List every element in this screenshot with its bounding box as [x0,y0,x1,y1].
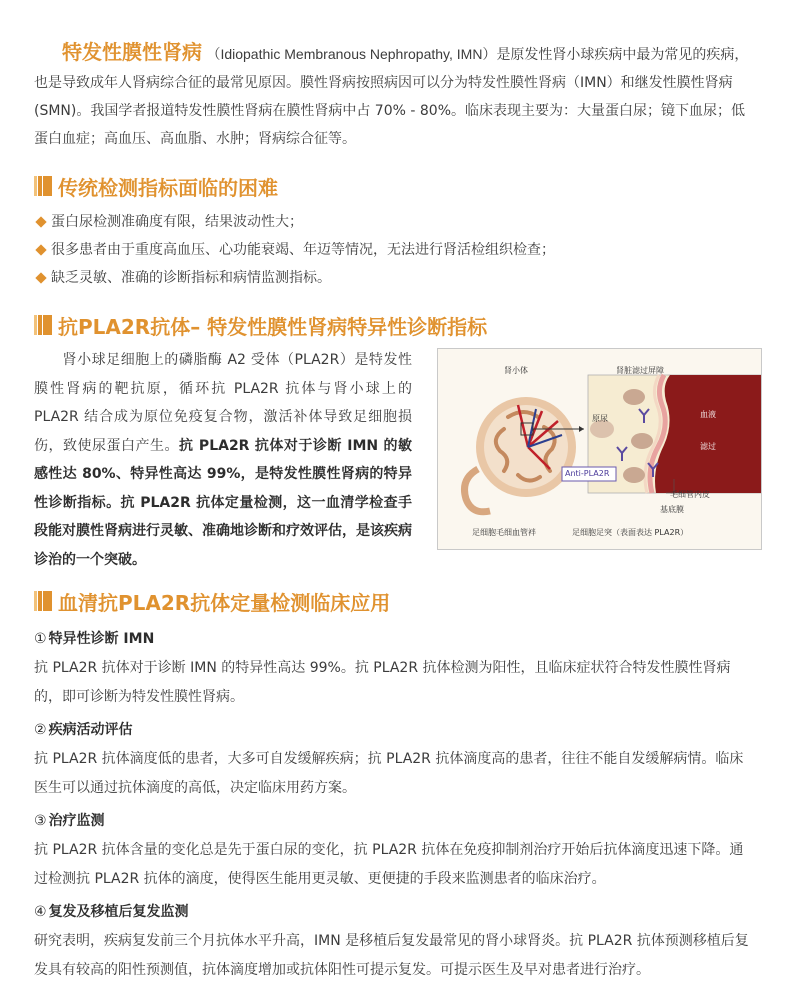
list-item [34,264,754,292]
application-body: 抗 PLA2R 抗体含量的变化总是先于蛋白尿的变化，抗 PLA2R 抗体在免疫抑制剂治疗开始后抗体滴度迅速下降。通过检测抗 PLA2R 抗体的滴度，使得医生能用更灵敏、更便捷的手段来监测患者的临床治疗。 [34,842,744,887]
pla2r-paragraph [34,346,412,574]
application-heading: ① 特异性诊断 IMN [34,631,155,647]
label-filtration: 滤过 [700,442,716,451]
section-title-pla2r [34,311,487,339]
section-bar-icon [34,590,52,612]
caption-right: 足细胞足突（表面表达 PLA2R） [572,528,689,537]
list-item-text: 蛋白尿检测准确度有限，结果波动性大； [51,214,303,230]
list-item [34,208,754,236]
pla2r-bold-text: 抗 PLA2R 抗体对于诊断 IMN 的敏感性达 80%、特异性高达 99%，是特发性膜性肾病的特异性诊断指标。抗 PLA2R 抗体定量检测，这一血清学检查手段能对膜性肾病进行灵敏、准确地诊断和疗效评估，是该疾病诊治的一个突破。 [34,437,412,568]
list-item-text: 缺乏灵敏、准确的诊断指标和病情监测指标。 [51,270,331,286]
diamond-bullet-icon [35,216,46,227]
label-basement-membrane: 基底膜 [660,505,684,514]
pla2r-normal-text: 肾小球足细胞上的磷脂酶 A2 受体（PLA2R）是特发性膜性肾病的靶抗原，循环抗 PLA2R 抗体与肾小球上的 PLA2R 结合成为原位免疫复合物，激活补体导致足细胞损伤，致使尿蛋白产生。 [34,352,412,454]
application-heading: ③ 治疗监测 [34,813,105,829]
zoom-arrowhead [579,426,584,432]
caption-left: 足细胞毛细血管袢 [472,528,536,537]
application-body: 抗 PLA2R 抗体对于诊断 IMN 的特异性高达 99%。抗 PLA2R 抗体检测为阳性，且临床症状符合特发性膜性肾病的，即可诊断为特发性膜性肾病。 [34,660,731,705]
diamond-bullet-icon [35,244,46,255]
section-bar-icon [34,314,52,336]
label-glomerulus: 肾小体 [504,366,528,375]
section-title-text: 抗PLA2R抗体– 特发性膜性肾病特异性诊断指标 [58,314,488,339]
label-blood: 血液 [700,410,716,419]
intro-text: 是原发性肾小球疾病中最为常见的疾病，也是导致成年人肾病综合征的最常见原因。膜性肾病按照病因可以分为特发性膜性肾病（IMN）和继发性膜性肾病 (SMN)。我国学者报道特发性膜性肾病在膜性肾病中占 70% - 80%。临床表现主要为：大量蛋白尿；镜下血尿；低蛋白血症；高血压、高血脂、水肿；肾病综合征等。 [34,47,749,147]
blood-region [655,375,761,493]
clinical-application-list [34,624,756,988]
intro-paragraph [34,38,756,153]
application-heading: ④ 复发及移植后复发监测 [34,904,189,920]
difficulty-list [34,208,754,292]
label-filtration-barrier: 肾脏滤过屏障 [616,366,664,375]
list-item [34,236,754,264]
section-bar-icon [34,175,52,197]
intro-lead: 特发性膜性肾病 [62,40,202,64]
section-title-traditional [34,172,278,200]
pla2r-diagram [437,348,762,550]
intro-english-name: （Idiopathic Membranous Nephropathy, IMN） [206,46,497,62]
section-title-clinical [34,587,390,615]
diamond-bullet-icon [35,272,46,283]
podocyte-foot [623,389,645,405]
label-endothelium: 毛细管内皮 [670,490,710,499]
label-primary-urine: 原尿 [592,414,608,423]
application-body: 抗 PLA2R 抗体滴度低的患者，大多可自发缓解疾病；抗 PLA2R 抗体滴度高的患者，往往不能自发缓解病情。临床医生可以通过抗体滴度的高低，决定临床用药方案。 [34,751,744,796]
podocyte-foot [623,467,645,483]
section-title-text: 血清抗PLA2R抗体定量检测临床应用 [58,590,391,615]
label-anti-pla2r: Anti-PLA2R [565,469,610,478]
application-body: 研究表明，疾病复发前三个月抗体水平升高，IMN 是移植后复发最常见的肾小球肾炎。抗 PLA2R 抗体预测移植后复发具有较高的阳性预测值，抗体滴度增加或抗体阳性可提示复发。可提示医生及早对患者进行治疗。 [34,933,749,978]
list-item-text: 很多患者由于重度高血压、心功能衰竭、年迈等情况，无法进行肾活检组织检查； [51,242,555,258]
podocyte-foot [631,433,653,449]
application-heading: ② 疾病活动评估 [34,722,133,738]
section-title-text: 传统检测指标面临的困难 [58,175,278,200]
